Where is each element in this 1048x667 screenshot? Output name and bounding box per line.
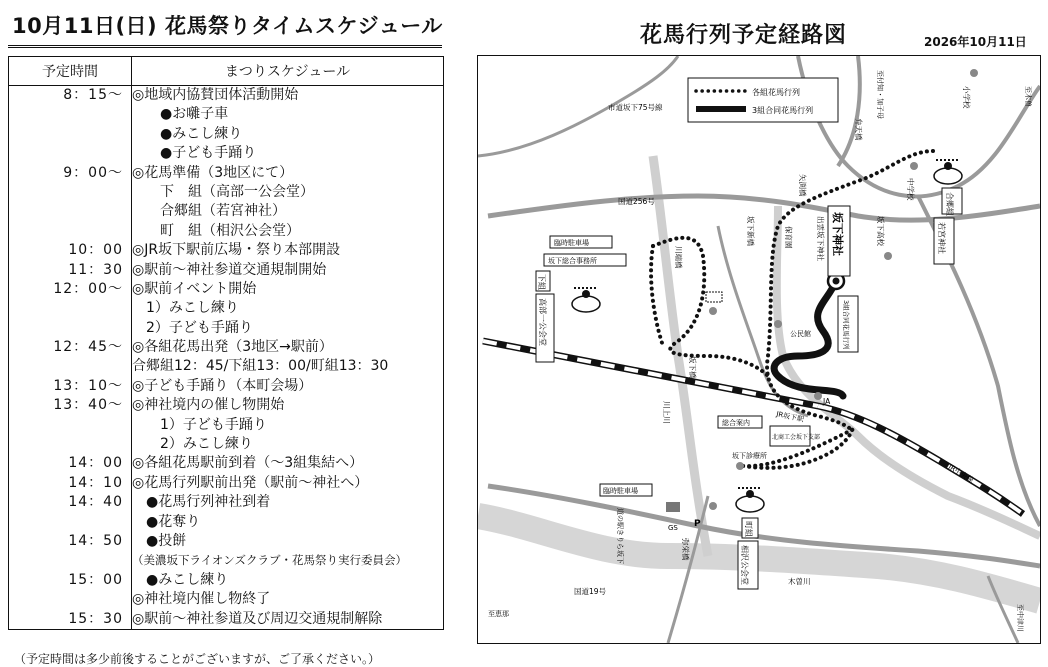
- schedule-event: ◎各組花馬出発（3地区→駅前）: [132, 339, 333, 356]
- schedule-event: 2）子ども手踊り: [132, 319, 253, 336]
- label-kominkan: 公民館: [790, 330, 811, 338]
- label-benten: 弁天橋: [854, 118, 863, 141]
- schedule-event: ◎駅前～神社参道及び周辺交通規制解除: [132, 610, 383, 627]
- schedule-time: [9, 183, 131, 202]
- label-yajiri: 矢渕橋: [798, 174, 807, 197]
- schedule-time: [9, 299, 131, 318]
- schedule-time: [9, 590, 131, 609]
- schedule-time: [9, 125, 131, 144]
- label-takabe: 高部一公会堂: [538, 298, 547, 346]
- clinic-marker: [736, 462, 744, 470]
- schedule-time: [9, 551, 131, 570]
- schedule-time: 14：50: [68, 532, 123, 549]
- jr-line-ties-east: [818, 406, 1023, 514]
- schedule-event: 下 組（高部一公会堂）: [132, 183, 314, 200]
- schedule-time: [9, 222, 131, 241]
- schedule-event: 1）みこし練り: [132, 300, 239, 317]
- junior-high-marker: [910, 162, 918, 170]
- schedule-event: 合郷組12：45/下組13：00/町組13：30: [132, 358, 389, 375]
- label-high-school: 坂下高校: [876, 216, 885, 246]
- column-header-time: 予定時間: [9, 57, 132, 86]
- schedule-time: 12：00～: [53, 280, 123, 297]
- schedule-event: ◎JR坂下駅前広場・祭り本部開設: [132, 242, 341, 259]
- schedule-event: 町 組（相沢公会堂）: [132, 222, 300, 239]
- schedule-event: ●みこし練り: [132, 571, 229, 588]
- horse-icon: [572, 288, 600, 312]
- parking-symbol: [666, 502, 680, 512]
- label-gs: GS: [668, 524, 678, 532]
- schedule-event: （美濃坂下ライオンズクラブ・花馬祭り実行委員会）: [132, 553, 407, 568]
- label-somusho: 坂下総合事務所: [548, 257, 597, 265]
- schedule-time: 13：10～: [53, 377, 123, 394]
- route-shimo-dotted-2: [651, 246, 663, 346]
- somusho-marker: [709, 307, 717, 315]
- schedule-event: ●花馬行列神社到着: [132, 494, 271, 511]
- horse-icon: [934, 160, 962, 184]
- schedule-time: [9, 319, 131, 338]
- label-parking1: 臨時駐車場: [554, 239, 589, 247]
- jr-line-track-east: [818, 406, 1023, 514]
- label-machigumi: 町組: [744, 521, 753, 537]
- south-road: [668, 496, 708, 643]
- north-road: [798, 56, 1040, 196]
- schedule-time: 8：15～: [63, 87, 123, 103]
- legend-solid-label: 3組合同花馬行列: [752, 106, 814, 115]
- label-michi-no-eki: 道の駅きりら坂下: [616, 508, 624, 564]
- legend-dotted-label: 各組花馬行列: [752, 88, 800, 97]
- label-jr-line: JR中央線: [946, 462, 975, 485]
- label-gogo: 合郷組: [945, 192, 954, 216]
- schedule-event: ◎地域内協賛団体活動開始: [132, 87, 299, 103]
- schedule-event: ◎駅前イベント開始: [132, 280, 257, 297]
- label-jr-station: JR坂下駅: [775, 410, 805, 424]
- high-school-marker: [884, 252, 892, 260]
- michi-no-eki-marker: [709, 502, 717, 510]
- schedule-time: [9, 105, 131, 124]
- label-p: P: [694, 519, 701, 529]
- schedule-event: 合郷組（若宮神社）: [132, 203, 286, 220]
- label-route256: 国道256号: [618, 197, 655, 206]
- schedule-time: 10：00: [68, 242, 123, 259]
- schedule-time: [9, 144, 131, 163]
- schedule-event: ◎神社境内催し物終了: [132, 591, 271, 608]
- north-road-2: [838, 56, 860, 166]
- schedule-time: 14：40: [68, 494, 123, 511]
- column-header-event: まつりスケジュール: [132, 57, 444, 86]
- label-aisawa: 相沢公会堂: [740, 545, 749, 585]
- label-junior-high: 中学校: [906, 178, 915, 201]
- schedule-time: 14：10: [68, 474, 123, 491]
- label-shrine-entrance: 出雲坂下神社: [816, 216, 825, 261]
- schedule-event: ◎駅前～神社参道交通規制開始: [132, 261, 327, 278]
- label-route75: 市道坂下75号線: [608, 103, 663, 112]
- schedule-time: 9：00～: [63, 164, 123, 181]
- schedule-time: [9, 435, 131, 454]
- label-kawabata: 川端橋: [674, 246, 683, 269]
- label-shinbashi: 坂下新橋: [746, 216, 755, 246]
- schedule-event: ◎各組花馬駅前到着（～3組集結へ）: [132, 455, 364, 472]
- label-parking2: 臨時駐車場: [603, 487, 638, 495]
- schedule-event: ●子ども手踊り: [132, 145, 257, 162]
- route-map-svg: [478, 56, 1040, 643]
- schedule-time: 15：30: [68, 610, 123, 627]
- schedule-event: ●みこし練り: [132, 125, 243, 142]
- label-sakashitabashi: 坂下橋: [688, 356, 697, 379]
- label-hoikuen: 保育園: [784, 226, 793, 249]
- page-title: 10月11日(日) 花馬祭りタイムスケジュール: [8, 10, 442, 48]
- label-shrine: 坂下神社: [831, 212, 844, 256]
- schedule-time: 11：30: [68, 261, 123, 278]
- schedule-time: 12：45～: [53, 339, 123, 356]
- label-ja: JA: [823, 397, 831, 406]
- label-elementary: 小学校: [962, 86, 971, 109]
- label-to-nakatsugawa: 至中津川: [1016, 604, 1024, 632]
- schedule-event: ◎花馬準備（3地区にて）: [132, 164, 294, 181]
- kominkan-marker: [774, 320, 782, 328]
- time-column: [9, 86, 132, 630]
- schedule-time: 13：40～: [53, 397, 123, 414]
- shrine-marker-dot: [833, 278, 840, 285]
- schedule-time: 15：00: [68, 571, 123, 588]
- map-date: 2026年10月11日: [924, 35, 1027, 49]
- ja-marker: [814, 392, 822, 400]
- label-kawakami: 川上川: [662, 401, 671, 424]
- label-yayoi: 弥栄橋: [681, 538, 690, 561]
- label-kisogawa: 木曽川: [788, 577, 811, 586]
- route-map: [477, 55, 1041, 644]
- schedule-event: ◎花馬行列駅前出発（駅前～神社へ）: [132, 474, 369, 491]
- schedule-event: ●花奪り: [132, 513, 201, 530]
- label-annai: 総合案内: [722, 419, 750, 427]
- schedule-time: [9, 202, 131, 221]
- footnote: （予定時間は多少前後することがございますが、ご了承ください。）: [14, 652, 381, 666]
- schedule-time: 14：00: [68, 455, 123, 472]
- label-to-ena: 至恵那: [488, 610, 509, 618]
- schedule-panel: [8, 10, 444, 627]
- label-shimogumi: 下組: [537, 274, 546, 290]
- schedule-event: 2）みこし練り: [132, 436, 253, 453]
- label-to-kiso: 至木曽: [1024, 86, 1032, 107]
- schedule-event: 1）子ども手踊り: [132, 416, 267, 433]
- label-gataiko: 3組合同花馬行列: [842, 300, 850, 350]
- label-wakamiya: 若宮神社: [937, 222, 946, 254]
- legend-box: [688, 78, 838, 122]
- schedule-time: [9, 416, 131, 435]
- label-shokokai: 北商工会坂下支部: [772, 434, 821, 441]
- route-combined-solid: [774, 281, 843, 396]
- schedule-event: ◎神社境内の催し物開始: [132, 397, 285, 414]
- horse-icon: [736, 488, 764, 512]
- label-clinic: 坂下診療所: [732, 452, 767, 460]
- schedule-table: [8, 56, 444, 630]
- map-title: 花馬行列予定経路図: [640, 23, 848, 48]
- schedule-time: [9, 513, 131, 532]
- kiso-river: [478, 516, 1040, 601]
- label-to-kashimo: 至付知・加子母: [876, 70, 884, 119]
- label-route19: 国道19号: [574, 587, 607, 596]
- office-symbol: [706, 292, 722, 302]
- schedule-event: ◎子ども手踊り（本町会場）: [132, 377, 313, 394]
- event-column: [132, 86, 444, 630]
- schedule-event: ●投餅: [132, 532, 187, 549]
- school-marker: [970, 69, 978, 77]
- schedule-time: [9, 357, 131, 376]
- schedule-event: ●お囃子車: [132, 106, 229, 123]
